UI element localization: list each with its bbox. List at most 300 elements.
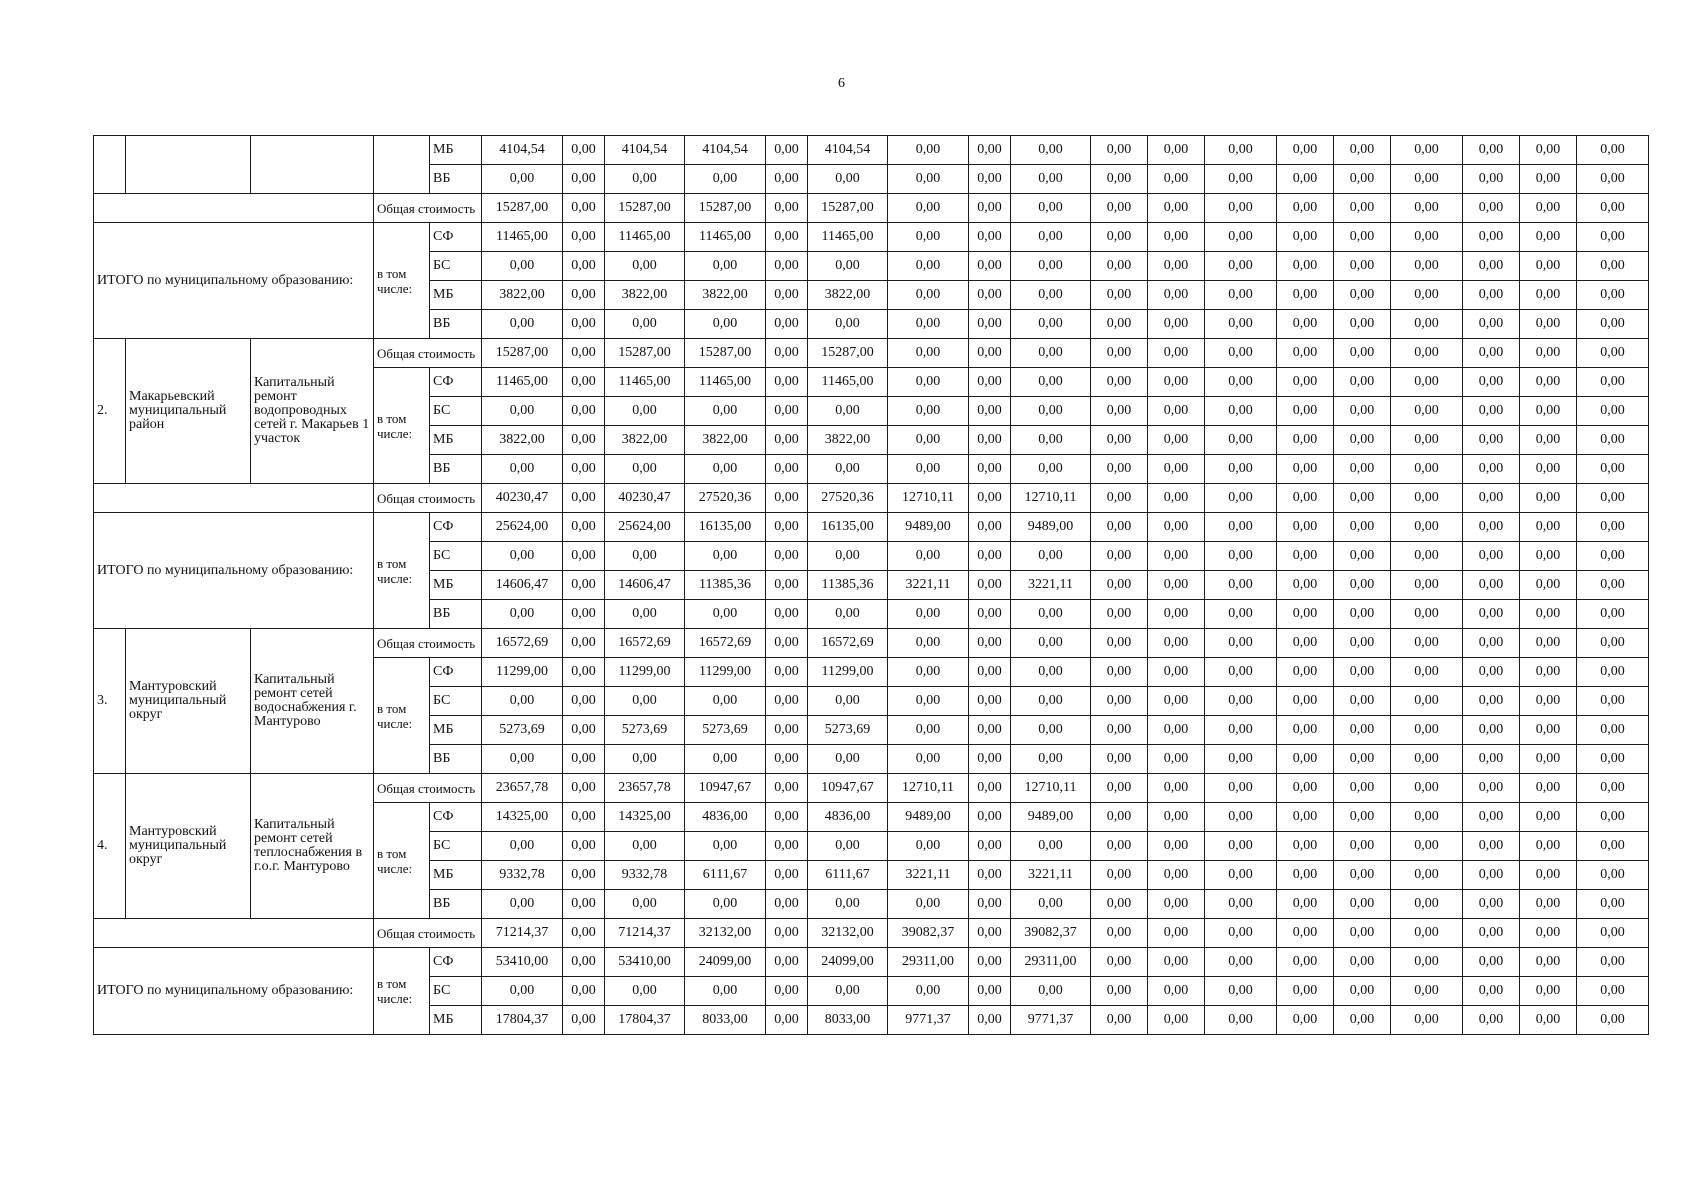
value-cell: 0,00 bbox=[1091, 716, 1148, 745]
value-cell: 0,00 bbox=[1091, 339, 1148, 368]
value-cell: 0,00 bbox=[1091, 1006, 1148, 1035]
value-cell: 0,00 bbox=[1334, 716, 1391, 745]
value-cell: 0,00 bbox=[563, 484, 605, 513]
value-cell: 0,00 bbox=[1091, 455, 1148, 484]
value-cell: 0,00 bbox=[1148, 165, 1205, 194]
value-cell: 0,00 bbox=[482, 397, 563, 426]
value-cell: 0,00 bbox=[766, 1006, 808, 1035]
value-cell: 0,00 bbox=[969, 745, 1011, 774]
value-cell: 0,00 bbox=[969, 194, 1011, 223]
value-cell: 0,00 bbox=[1205, 484, 1277, 513]
value-cell: 0,00 bbox=[482, 832, 563, 861]
value-cell: 0,00 bbox=[1577, 368, 1649, 397]
value-cell: 0,00 bbox=[969, 832, 1011, 861]
value-cell: 0,00 bbox=[1577, 658, 1649, 687]
value-cell: 0,00 bbox=[685, 890, 766, 919]
value-cell: 0,00 bbox=[888, 136, 969, 165]
value-cell: 0,00 bbox=[1334, 252, 1391, 281]
value-cell: 0,00 bbox=[1205, 571, 1277, 600]
value-cell: 0,00 bbox=[1391, 629, 1463, 658]
value-cell: 0,00 bbox=[1520, 629, 1577, 658]
fund-type: СФ bbox=[430, 223, 482, 252]
value-cell: 0,00 bbox=[888, 542, 969, 571]
value-cell: 0,00 bbox=[685, 542, 766, 571]
value-cell: 0,00 bbox=[1091, 513, 1148, 542]
value-cell: 0,00 bbox=[1391, 281, 1463, 310]
value-cell: 0,00 bbox=[1277, 745, 1334, 774]
value-cell: 0,00 bbox=[1277, 368, 1334, 397]
value-cell: 0,00 bbox=[766, 397, 808, 426]
value-cell: 0,00 bbox=[1091, 948, 1148, 977]
value-cell: 0,00 bbox=[1391, 310, 1463, 339]
value-cell: 0,00 bbox=[1277, 484, 1334, 513]
value-cell: 0,00 bbox=[1148, 890, 1205, 919]
value-cell: 0,00 bbox=[1334, 455, 1391, 484]
value-cell: 0,00 bbox=[1091, 571, 1148, 600]
total-cost-row bbox=[94, 194, 1649, 223]
value-cell: 6111,67 bbox=[685, 861, 766, 890]
value-cell: 0,00 bbox=[808, 977, 888, 1006]
value-cell: 0,00 bbox=[888, 194, 969, 223]
value-cell: 0,00 bbox=[808, 687, 888, 716]
value-cell: 0,00 bbox=[1277, 832, 1334, 861]
value-cell: 0,00 bbox=[969, 281, 1011, 310]
value-cell: 14325,00 bbox=[482, 803, 563, 832]
value-cell: 8033,00 bbox=[685, 1006, 766, 1035]
value-cell: 0,00 bbox=[1148, 455, 1205, 484]
value-cell: 0,00 bbox=[563, 571, 605, 600]
value-cell: 0,00 bbox=[1148, 484, 1205, 513]
value-cell: 0,00 bbox=[1277, 716, 1334, 745]
value-cell: 0,00 bbox=[1277, 252, 1334, 281]
value-cell: 0,00 bbox=[1277, 658, 1334, 687]
value-cell: 0,00 bbox=[1205, 629, 1277, 658]
value-cell: 0,00 bbox=[563, 194, 605, 223]
value-cell: 0,00 bbox=[888, 977, 969, 1006]
value-cell: 0,00 bbox=[482, 542, 563, 571]
value-cell: 0,00 bbox=[1277, 223, 1334, 252]
value-cell: 0,00 bbox=[766, 281, 808, 310]
value-cell: 0,00 bbox=[1011, 890, 1091, 919]
value-cell: 0,00 bbox=[1205, 397, 1277, 426]
value-cell: 0,00 bbox=[888, 629, 969, 658]
value-cell: 0,00 bbox=[1277, 165, 1334, 194]
value-cell: 0,00 bbox=[1520, 368, 1577, 397]
value-cell: 0,00 bbox=[766, 571, 808, 600]
value-cell: 0,00 bbox=[1520, 658, 1577, 687]
value-cell: 0,00 bbox=[1091, 687, 1148, 716]
value-cell: 0,00 bbox=[1148, 426, 1205, 455]
value-cell: 11299,00 bbox=[685, 658, 766, 687]
value-cell: 0,00 bbox=[1277, 455, 1334, 484]
value-cell: 0,00 bbox=[766, 919, 808, 948]
value-cell: 9771,37 bbox=[888, 1006, 969, 1035]
value-cell: 0,00 bbox=[1148, 832, 1205, 861]
value-cell: 0,00 bbox=[888, 687, 969, 716]
value-cell: 0,00 bbox=[1577, 774, 1649, 803]
value-cell: 0,00 bbox=[808, 252, 888, 281]
value-cell: 0,00 bbox=[482, 890, 563, 919]
value-cell: 0,00 bbox=[1391, 832, 1463, 861]
value-cell: 0,00 bbox=[1520, 861, 1577, 890]
value-cell: 0,00 bbox=[1205, 513, 1277, 542]
value-cell: 0,00 bbox=[1520, 1006, 1577, 1035]
fund-type: ВБ bbox=[430, 890, 482, 919]
value-cell: 3822,00 bbox=[482, 426, 563, 455]
value-cell: 0,00 bbox=[1577, 629, 1649, 658]
value-cell: 0,00 bbox=[1334, 339, 1391, 368]
value-cell: 0,00 bbox=[1463, 861, 1520, 890]
value-cell: 0,00 bbox=[563, 165, 605, 194]
value-cell: 0,00 bbox=[1577, 484, 1649, 513]
value-cell: 3822,00 bbox=[685, 426, 766, 455]
value-cell: 0,00 bbox=[969, 542, 1011, 571]
value-cell: 0,00 bbox=[1205, 861, 1277, 890]
value-cell: 71214,37 bbox=[605, 919, 685, 948]
value-cell: 0,00 bbox=[1577, 1006, 1649, 1035]
value-cell: 0,00 bbox=[563, 832, 605, 861]
value-cell: 3221,11 bbox=[888, 571, 969, 600]
value-cell: 0,00 bbox=[1520, 339, 1577, 368]
value-cell: 0,00 bbox=[1205, 252, 1277, 281]
value-cell: 0,00 bbox=[1577, 687, 1649, 716]
value-cell: 0,00 bbox=[563, 252, 605, 281]
value-cell: 0,00 bbox=[563, 136, 605, 165]
value-cell: 0,00 bbox=[1205, 832, 1277, 861]
value-cell: 0,00 bbox=[1463, 745, 1520, 774]
value-cell: 0,00 bbox=[969, 600, 1011, 629]
value-cell: 0,00 bbox=[685, 310, 766, 339]
value-cell: 0,00 bbox=[1520, 426, 1577, 455]
value-cell: 0,00 bbox=[1520, 803, 1577, 832]
value-cell: 0,00 bbox=[1520, 774, 1577, 803]
value-cell: 0,00 bbox=[1463, 397, 1520, 426]
fund-type: МБ bbox=[430, 861, 482, 890]
value-cell: 0,00 bbox=[1205, 774, 1277, 803]
fund-type: СФ bbox=[430, 803, 482, 832]
value-cell: 9489,00 bbox=[1011, 513, 1091, 542]
value-cell: 0,00 bbox=[1463, 803, 1520, 832]
value-cell: 0,00 bbox=[1391, 948, 1463, 977]
municipality-name: Мантуровский муниципальный округ bbox=[126, 629, 251, 774]
value-cell: 0,00 bbox=[1011, 136, 1091, 165]
value-cell: 32132,00 bbox=[808, 919, 888, 948]
itogo-row bbox=[94, 948, 1649, 977]
value-cell: 0,00 bbox=[605, 455, 685, 484]
value-cell: 0,00 bbox=[969, 310, 1011, 339]
value-cell: 0,00 bbox=[1148, 368, 1205, 397]
value-cell: 0,00 bbox=[605, 687, 685, 716]
value-cell: 0,00 bbox=[1011, 455, 1091, 484]
value-cell: 53410,00 bbox=[605, 948, 685, 977]
value-cell: 0,00 bbox=[1205, 455, 1277, 484]
fund-type: БС bbox=[430, 252, 482, 281]
value-cell: 0,00 bbox=[1520, 687, 1577, 716]
vtom-label: в том числе: bbox=[374, 368, 430, 484]
value-cell: 0,00 bbox=[1463, 136, 1520, 165]
value-cell: 0,00 bbox=[766, 774, 808, 803]
value-cell: 0,00 bbox=[1205, 281, 1277, 310]
value-cell: 71214,37 bbox=[482, 919, 563, 948]
value-cell: 0,00 bbox=[1577, 919, 1649, 948]
value-cell: 10947,67 bbox=[808, 774, 888, 803]
value-cell: 0,00 bbox=[766, 948, 808, 977]
value-cell: 0,00 bbox=[1577, 136, 1649, 165]
value-cell: 0,00 bbox=[1148, 542, 1205, 571]
value-cell: 0,00 bbox=[766, 513, 808, 542]
value-cell: 0,00 bbox=[1091, 194, 1148, 223]
value-cell: 15287,00 bbox=[605, 339, 685, 368]
value-cell: 0,00 bbox=[605, 977, 685, 1006]
value-cell: 0,00 bbox=[563, 977, 605, 1006]
value-cell: 0,00 bbox=[1277, 687, 1334, 716]
value-cell: 0,00 bbox=[766, 600, 808, 629]
value-cell: 0,00 bbox=[1148, 977, 1205, 1006]
value-cell: 25624,00 bbox=[605, 513, 685, 542]
value-cell: 0,00 bbox=[1011, 716, 1091, 745]
value-cell: 0,00 bbox=[1091, 281, 1148, 310]
value-cell: 23657,78 bbox=[482, 774, 563, 803]
value-cell: 0,00 bbox=[1520, 716, 1577, 745]
value-cell: 0,00 bbox=[1577, 426, 1649, 455]
project-number: 2. bbox=[94, 339, 126, 484]
value-cell: 0,00 bbox=[685, 745, 766, 774]
value-cell: 0,00 bbox=[1520, 600, 1577, 629]
value-cell: 0,00 bbox=[766, 745, 808, 774]
value-cell: 0,00 bbox=[563, 368, 605, 397]
value-cell: 0,00 bbox=[1091, 977, 1148, 1006]
value-cell: 0,00 bbox=[766, 629, 808, 658]
value-cell: 0,00 bbox=[1011, 687, 1091, 716]
value-cell: 0,00 bbox=[969, 890, 1011, 919]
value-cell: 0,00 bbox=[1391, 252, 1463, 281]
project-name: Капитальный ремонт водопроводных сетей г. Макарьев 1 участок bbox=[251, 339, 374, 484]
value-cell: 0,00 bbox=[1011, 339, 1091, 368]
value-cell: 0,00 bbox=[1391, 397, 1463, 426]
value-cell: 0,00 bbox=[1148, 513, 1205, 542]
value-cell: 0,00 bbox=[563, 281, 605, 310]
value-cell: 0,00 bbox=[766, 658, 808, 687]
value-cell: 0,00 bbox=[1091, 136, 1148, 165]
budget-table bbox=[93, 135, 1649, 1035]
value-cell: 0,00 bbox=[1391, 890, 1463, 919]
value-cell: 0,00 bbox=[1463, 832, 1520, 861]
fund-type: МБ bbox=[430, 1006, 482, 1035]
value-cell: 11299,00 bbox=[482, 658, 563, 687]
value-cell: 0,00 bbox=[1463, 890, 1520, 919]
value-cell: 3822,00 bbox=[605, 426, 685, 455]
value-cell: 0,00 bbox=[1520, 919, 1577, 948]
value-cell: 0,00 bbox=[766, 136, 808, 165]
value-cell: 0,00 bbox=[1148, 194, 1205, 223]
value-cell: 0,00 bbox=[1463, 542, 1520, 571]
value-cell: 0,00 bbox=[1148, 339, 1205, 368]
itogo-label: ИТОГО по муниципальному образованию: bbox=[94, 513, 374, 629]
value-cell: 0,00 bbox=[1334, 919, 1391, 948]
value-cell: 0,00 bbox=[1091, 426, 1148, 455]
value-cell: 0,00 bbox=[1520, 542, 1577, 571]
value-cell: 0,00 bbox=[1277, 629, 1334, 658]
value-cell: 0,00 bbox=[605, 252, 685, 281]
value-cell: 0,00 bbox=[1148, 252, 1205, 281]
value-cell: 0,00 bbox=[1463, 194, 1520, 223]
value-cell: 0,00 bbox=[563, 1006, 605, 1035]
value-cell: 0,00 bbox=[605, 745, 685, 774]
value-cell: 0,00 bbox=[1277, 948, 1334, 977]
value-cell: 12710,11 bbox=[1011, 774, 1091, 803]
value-cell: 0,00 bbox=[969, 571, 1011, 600]
value-cell: 0,00 bbox=[1463, 484, 1520, 513]
project-number: 3. bbox=[94, 629, 126, 774]
value-cell: 0,00 bbox=[1577, 803, 1649, 832]
value-cell: 0,00 bbox=[808, 165, 888, 194]
value-cell: 32132,00 bbox=[685, 919, 766, 948]
fund-type: МБ bbox=[430, 571, 482, 600]
value-cell: 0,00 bbox=[1463, 252, 1520, 281]
value-cell: 9332,78 bbox=[605, 861, 685, 890]
value-cell: 0,00 bbox=[1334, 658, 1391, 687]
value-cell: 0,00 bbox=[1334, 600, 1391, 629]
value-cell: 0,00 bbox=[605, 310, 685, 339]
value-cell: 0,00 bbox=[1148, 281, 1205, 310]
value-cell: 0,00 bbox=[1520, 890, 1577, 919]
vtom-label: в том числе: bbox=[374, 223, 430, 339]
value-cell: 0,00 bbox=[1391, 368, 1463, 397]
value-cell: 0,00 bbox=[1091, 803, 1148, 832]
fund-type: ВБ bbox=[430, 745, 482, 774]
value-cell: 0,00 bbox=[482, 165, 563, 194]
value-cell: 0,00 bbox=[766, 223, 808, 252]
value-cell: 0,00 bbox=[1463, 774, 1520, 803]
value-cell: 0,00 bbox=[1277, 600, 1334, 629]
value-cell: 11385,36 bbox=[808, 571, 888, 600]
value-cell: 0,00 bbox=[1520, 571, 1577, 600]
value-cell: 0,00 bbox=[766, 426, 808, 455]
value-cell: 0,00 bbox=[685, 455, 766, 484]
value-cell: 0,00 bbox=[969, 861, 1011, 890]
itogo-label: ИТОГО по муниципальному образованию: bbox=[94, 948, 374, 1035]
value-cell: 0,00 bbox=[1334, 832, 1391, 861]
value-cell: 14325,00 bbox=[605, 803, 685, 832]
value-cell: 0,00 bbox=[1391, 165, 1463, 194]
value-cell: 0,00 bbox=[888, 368, 969, 397]
value-cell: 0,00 bbox=[563, 919, 605, 948]
value-cell: 0,00 bbox=[766, 832, 808, 861]
value-cell: 15287,00 bbox=[808, 194, 888, 223]
value-cell: 0,00 bbox=[1334, 513, 1391, 542]
value-cell: 0,00 bbox=[1391, 977, 1463, 1006]
value-cell: 0,00 bbox=[1205, 223, 1277, 252]
fund-type: СФ bbox=[430, 948, 482, 977]
value-cell: 0,00 bbox=[1334, 629, 1391, 658]
fund-type: БС bbox=[430, 832, 482, 861]
itogo-row bbox=[94, 513, 1649, 542]
value-cell: 0,00 bbox=[888, 397, 969, 426]
value-cell: 0,00 bbox=[888, 600, 969, 629]
fund-type: СФ bbox=[430, 368, 482, 397]
value-cell: 0,00 bbox=[605, 832, 685, 861]
value-cell: 0,00 bbox=[1520, 223, 1577, 252]
total-cost-label: Общая стоимость bbox=[374, 484, 482, 513]
total-cost-row bbox=[94, 484, 1649, 513]
project-name: Капитальный ремонт сетей водоснабжения г. Мантурово bbox=[251, 629, 374, 774]
value-cell: 40230,47 bbox=[482, 484, 563, 513]
value-cell: 0,00 bbox=[1091, 310, 1148, 339]
value-cell: 3822,00 bbox=[482, 281, 563, 310]
value-cell: 0,00 bbox=[1091, 223, 1148, 252]
value-cell: 0,00 bbox=[685, 977, 766, 1006]
value-cell: 11465,00 bbox=[808, 368, 888, 397]
value-cell: 0,00 bbox=[1334, 165, 1391, 194]
value-cell: 0,00 bbox=[1205, 658, 1277, 687]
value-cell: 0,00 bbox=[888, 426, 969, 455]
value-cell: 0,00 bbox=[1577, 252, 1649, 281]
value-cell: 0,00 bbox=[1011, 832, 1091, 861]
value-cell: 0,00 bbox=[969, 455, 1011, 484]
value-cell: 11465,00 bbox=[808, 223, 888, 252]
value-cell: 0,00 bbox=[969, 339, 1011, 368]
value-cell: 0,00 bbox=[1577, 194, 1649, 223]
blank-cell bbox=[94, 484, 374, 513]
value-cell: 14606,47 bbox=[605, 571, 685, 600]
value-cell: 0,00 bbox=[1091, 832, 1148, 861]
value-cell: 25624,00 bbox=[482, 513, 563, 542]
value-cell: 0,00 bbox=[482, 252, 563, 281]
page-number: 6 bbox=[838, 76, 845, 91]
value-cell: 0,00 bbox=[1520, 513, 1577, 542]
value-cell: 0,00 bbox=[1205, 803, 1277, 832]
value-cell: 9771,37 bbox=[1011, 1006, 1091, 1035]
value-cell: 0,00 bbox=[563, 745, 605, 774]
value-cell: 0,00 bbox=[1463, 426, 1520, 455]
value-cell: 0,00 bbox=[1463, 310, 1520, 339]
value-cell: 0,00 bbox=[1277, 571, 1334, 600]
value-cell: 0,00 bbox=[808, 890, 888, 919]
value-cell: 16135,00 bbox=[808, 513, 888, 542]
fund-type: МБ bbox=[430, 716, 482, 745]
value-cell: 0,00 bbox=[1463, 919, 1520, 948]
value-cell: 0,00 bbox=[1334, 223, 1391, 252]
value-cell: 0,00 bbox=[1205, 310, 1277, 339]
value-cell: 3822,00 bbox=[685, 281, 766, 310]
value-cell: 0,00 bbox=[969, 368, 1011, 397]
value-cell: 0,00 bbox=[1091, 165, 1148, 194]
value-cell: 0,00 bbox=[685, 600, 766, 629]
value-cell: 0,00 bbox=[563, 890, 605, 919]
value-cell: 0,00 bbox=[685, 165, 766, 194]
value-cell: 0,00 bbox=[1277, 977, 1334, 1006]
value-cell: 0,00 bbox=[563, 310, 605, 339]
value-cell: 0,00 bbox=[1148, 600, 1205, 629]
value-cell: 0,00 bbox=[808, 310, 888, 339]
project-row bbox=[94, 774, 1649, 803]
value-cell: 0,00 bbox=[1148, 397, 1205, 426]
value-cell: 0,00 bbox=[1577, 832, 1649, 861]
value-cell: 0,00 bbox=[1277, 861, 1334, 890]
value-cell: 0,00 bbox=[1577, 455, 1649, 484]
fund-type: МБ bbox=[430, 426, 482, 455]
value-cell: 0,00 bbox=[1463, 165, 1520, 194]
value-cell: 0,00 bbox=[1334, 977, 1391, 1006]
value-cell: 29311,00 bbox=[1011, 948, 1091, 977]
value-cell: 0,00 bbox=[969, 397, 1011, 426]
itogo-row bbox=[94, 223, 1649, 252]
value-cell: 0,00 bbox=[1391, 687, 1463, 716]
value-cell: 16572,69 bbox=[685, 629, 766, 658]
value-cell: 0,00 bbox=[1520, 281, 1577, 310]
value-cell: 0,00 bbox=[1391, 745, 1463, 774]
value-cell: 0,00 bbox=[1520, 165, 1577, 194]
